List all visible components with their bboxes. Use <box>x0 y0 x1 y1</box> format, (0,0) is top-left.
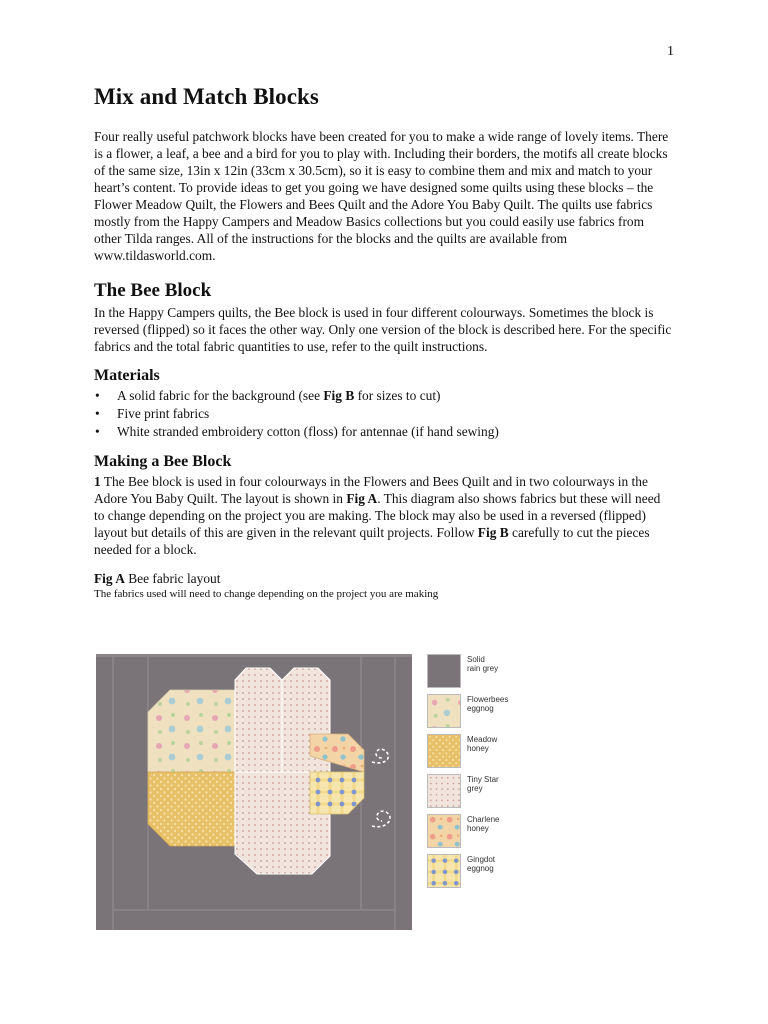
legend-label <box>467 855 495 873</box>
wing-upper-piece <box>235 668 282 772</box>
page-title: Mix and Match Blocks <box>94 84 319 109</box>
legend-label <box>467 695 508 713</box>
bee-body-upper-piece <box>148 690 235 772</box>
making-paragraph <box>94 473 674 558</box>
meadow-honey-swatch <box>427 734 461 768</box>
solid-grey-swatch <box>427 654 461 688</box>
legend-fabric-name: Solid <box>467 655 485 664</box>
border-seam <box>96 654 412 657</box>
legend-fabric-name: Charlene <box>467 815 500 824</box>
legend-fabric-color: rain grey <box>467 664 499 673</box>
figure-caption <box>94 570 674 587</box>
figure-reference: Fig A <box>346 491 378 506</box>
list-item-text: for sizes to cut) <box>354 388 441 403</box>
fabric-legend <box>427 654 537 894</box>
bee-block-heading: The Bee Block <box>94 280 212 301</box>
figure-reference: Fig B <box>477 525 509 540</box>
bee-body-lower-piece <box>148 772 235 846</box>
list-item-text: A solid fabric for the background (see <box>117 388 324 403</box>
legend-item <box>427 694 537 734</box>
intro-paragraph: Four really useful patchwork blocks have been created for you to make a wide range of lovely items. There is a flower, a leaf, a bee and a bird for you to play with. Including their borders, the motifs all create blocks of the same size, 13in x 12in (33cm x 30.5cm), so it is easy to combine them and mix and match to your heart’s content. To provide ideas to get you going we have designed some quilts using these blocks – the Flower Meadow Quilt, the Flowers and Bees Quilt and the Adore You Baby Quilt. The quilts use fabrics mostly from the Happy Campers and Meadow Basics collections but you could easily use fabrics from other Tilda ranges. All of the instructions for the blocks and the quilts are available from www.tildasworld.com. <box>94 129 669 263</box>
flowerbees-swatch <box>427 694 461 728</box>
legend-item <box>427 734 537 774</box>
materials-list <box>94 387 674 441</box>
list-item: • Five print fabrics <box>117 405 674 423</box>
legend-item <box>427 654 537 694</box>
bee-block-diagram <box>96 654 412 930</box>
step-text: carefully to cut the pieces needed for a block. <box>94 525 650 557</box>
making-heading: Making a Bee Block <box>94 453 232 470</box>
legend-fabric-name: Flowerbees <box>467 695 509 704</box>
legend-item <box>427 774 537 814</box>
legend-fabric-color: honey <box>467 744 489 753</box>
legend-fabric-color: honey <box>467 824 489 833</box>
materials-heading: Materials <box>94 367 160 384</box>
legend-item <box>427 854 537 894</box>
figure-subtitle: The fabrics used will need to change depending on the project you are making <box>94 588 439 600</box>
bee-block-paragraph: In the Happy Campers quilts, the Bee block is used in four different colourways. Sometimes the block is reversed (flipped) so it faces the other way. Only one version of the block is described here. For the specific fabrics and the total fabric quantities to use, refer to the quilt instructions. <box>94 305 672 354</box>
legend-label <box>467 655 498 673</box>
legend-label <box>467 815 499 833</box>
document-body <box>94 84 674 601</box>
list-item: • White stranded embroidery cotton (floss) for antennae (if hand sewing) <box>117 423 674 441</box>
legend-fabric-color: eggnog <box>467 704 494 713</box>
figure-label: Fig A <box>94 571 125 586</box>
legend-label <box>467 735 497 753</box>
legend-label <box>467 775 499 793</box>
figure-title: Bee fabric layout <box>124 571 221 586</box>
list-item <box>117 387 674 405</box>
legend-fabric-name: Meadow <box>467 735 498 744</box>
gingdot-eggnog-swatch <box>427 854 461 888</box>
figure-reference: Fig B <box>323 388 355 403</box>
page-number: 1 <box>667 44 674 59</box>
legend-fabric-color: eggnog <box>467 864 494 873</box>
legend-fabric-name: Tiny Star <box>467 775 499 784</box>
legend-fabric-color: grey <box>467 784 483 793</box>
step-number: 1 <box>94 474 101 489</box>
step-text: The Bee block is used in four colourways in the Flowers and Bees Quilt and in two colourways in the Adore You Baby Quilt. The layout is shown in <box>94 474 648 506</box>
tiny-star-swatch <box>427 774 461 808</box>
charlene-honey-swatch <box>427 814 461 848</box>
step-text: . This diagram also shows fabrics but these will need to change depending on the project you are making. The block may also be used in a reversed (flipped) layout but details of this are given in the relevant quilt projects. Follow <box>94 491 661 540</box>
legend-item <box>427 814 537 854</box>
legend-fabric-name: Gingdot <box>467 855 496 864</box>
